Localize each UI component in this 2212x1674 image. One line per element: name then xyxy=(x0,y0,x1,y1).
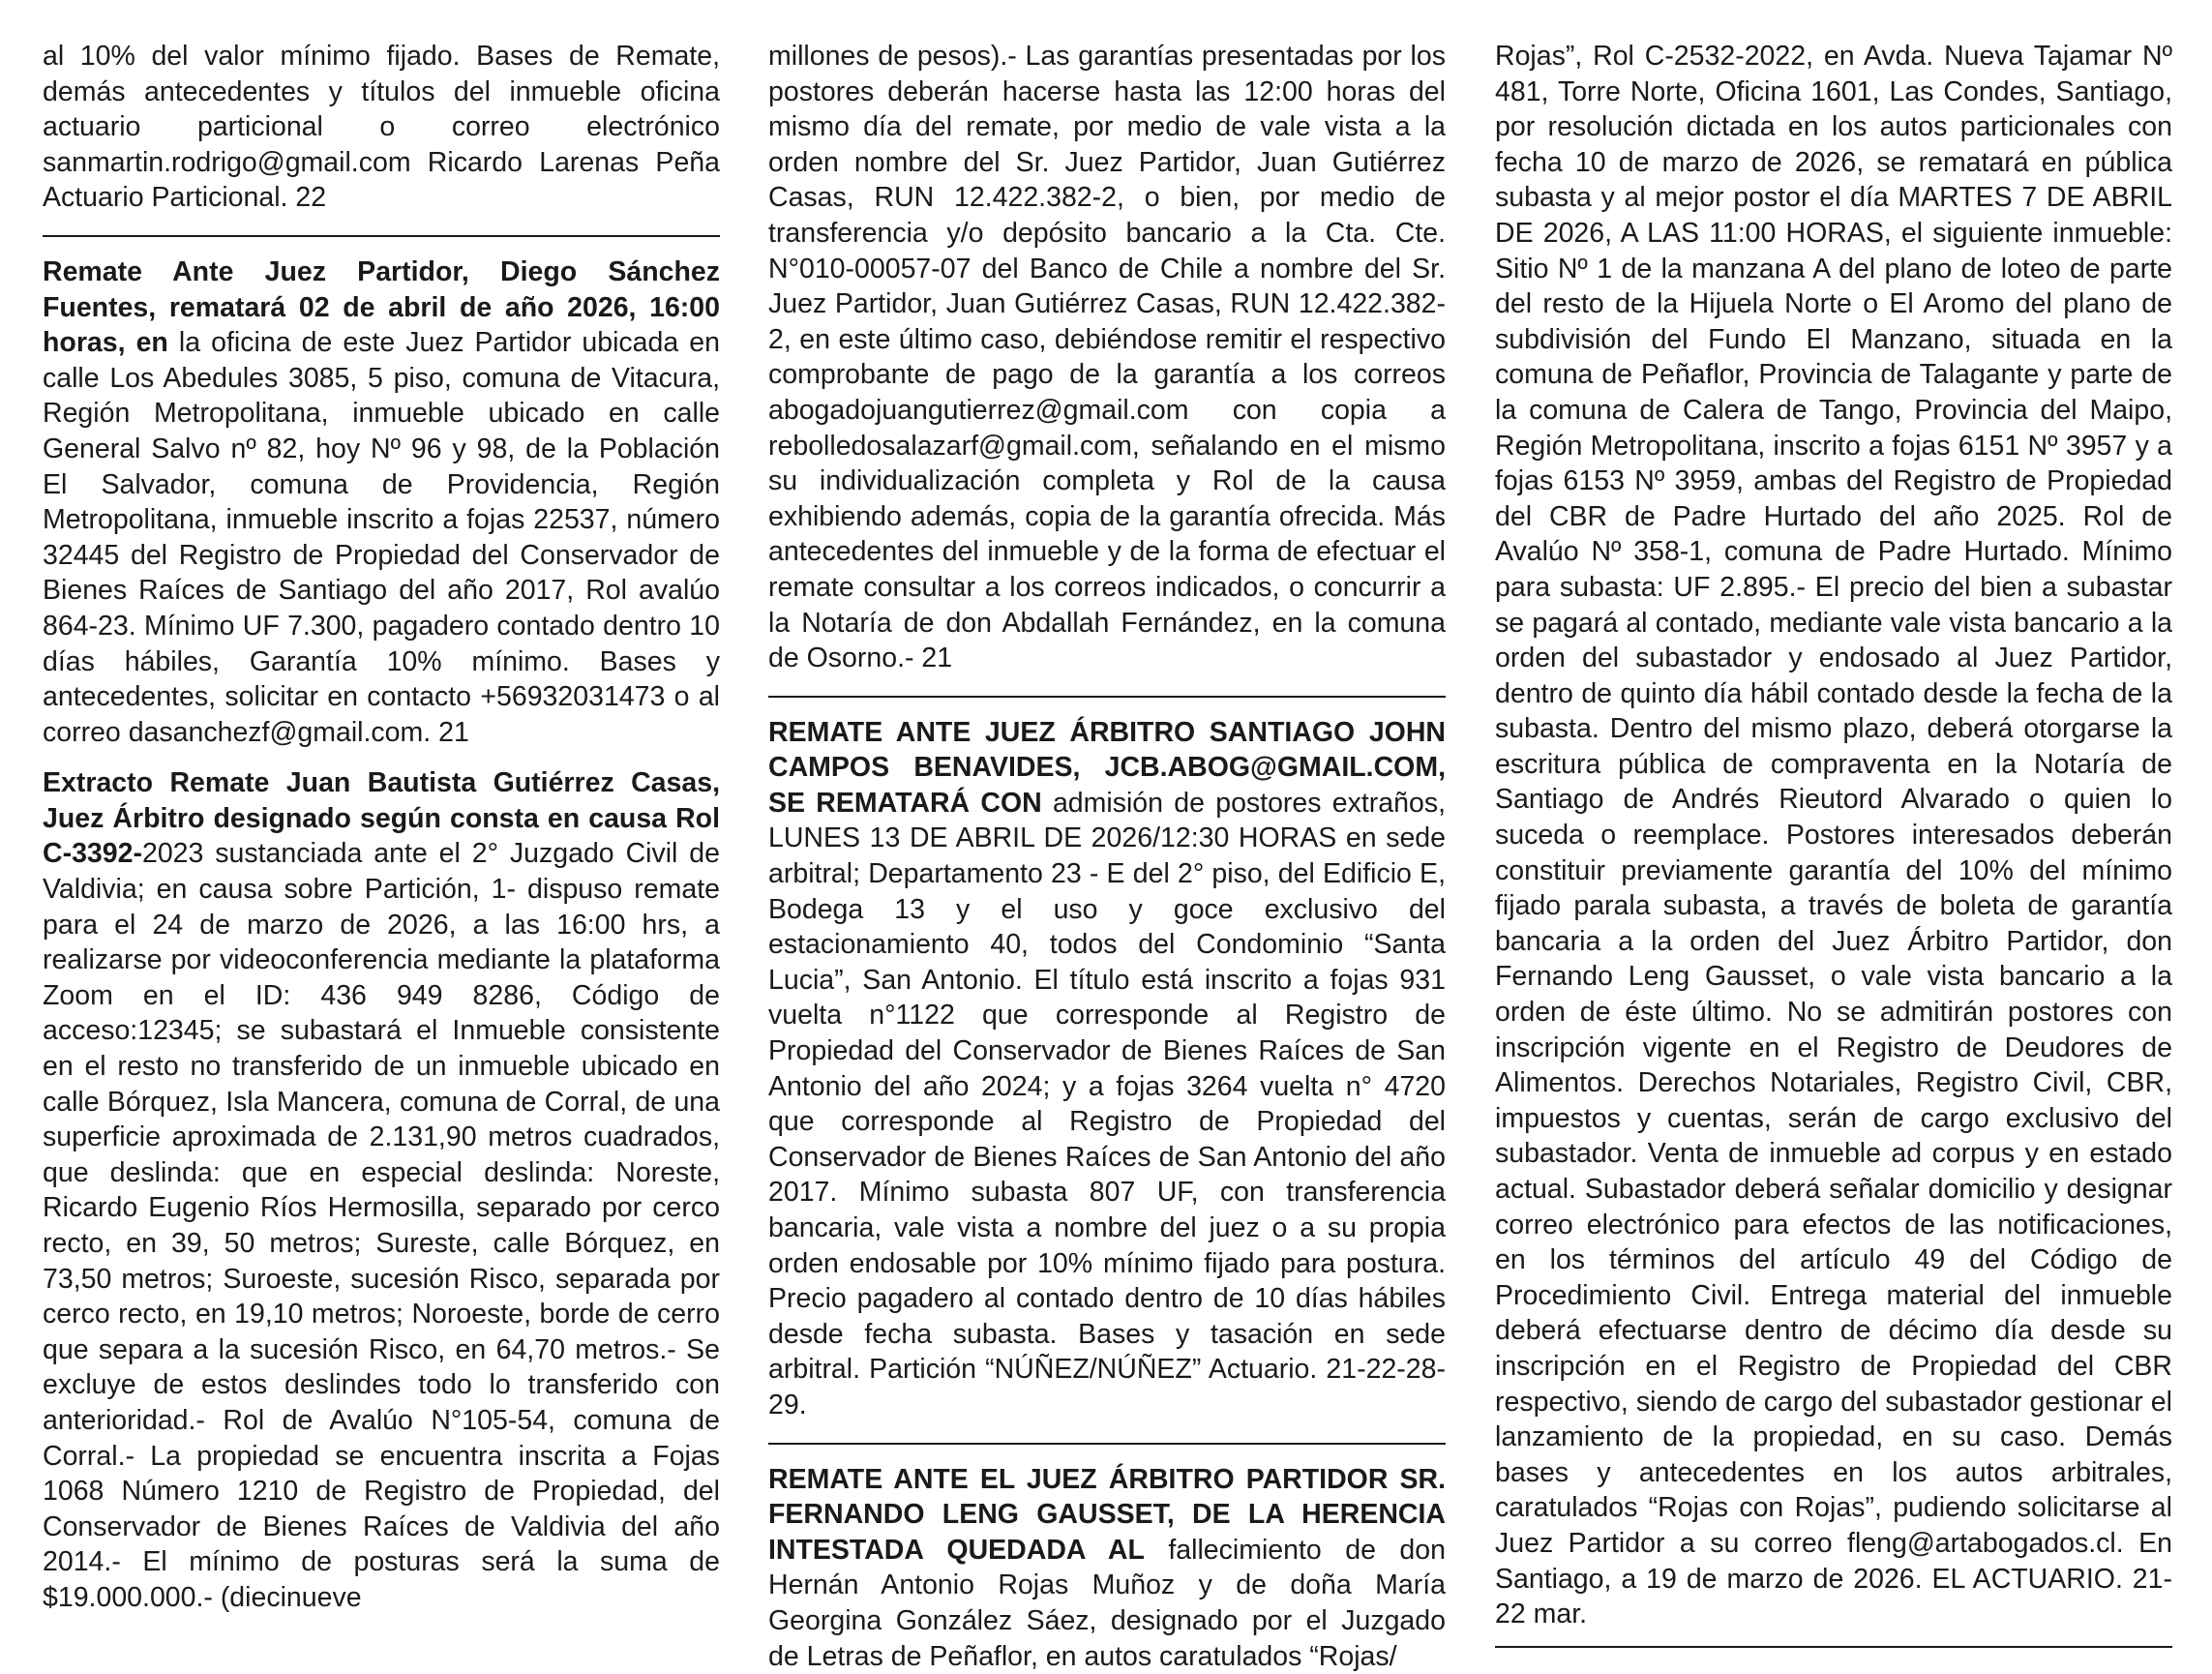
notice-body: Rojas”, Rol C-2532-2022, en Avda. Nueva Tajamar Nº 481, Torre Norte, Oficina 1601, Las Condes, Santiago, por resolución dictada en los autos particionales con fecha 10 de marzo de 2026, se rematará en pública subasta y al mejor postor el día MARTES 7 DE ABRIL DE 2026, A LAS 11:00 HORAS, el siguiente inmueble: Sitio Nº 1 de la manzana A del plano de loteo de parte del resto de la Hijuela Norte o El Aromo del plano de subdivisión del Fundo El Manzano, situada en la comuna de Peñaflor, Provincia de Talagante y parte de la comuna de Calera de Tango, Provincia del Maipo, Región Metropolitana, inscrito a fojas 6151 Nº 3957 y a fojas 6153 Nº 3959, ambas del Registro de Propiedad del CBR de Padre Hurtado del año 2025. Rol de Avalúo Nº 358-1, comuna de Padre Hurtado. Mínimo para subasta: UF 2.895.- El precio del bien a subastar se pagará al contado, mediante vale vista bancario a la orden del subastador y endosado al Juez Partidor, dentro de quinto día hábil contado desde la fecha de la subasta. Dentro del mismo plazo, deberá otorgarse la escritura pública de compraventa en la Notaría de Santiago de Andrés Rieutord Alvarado o quien lo suceda o reemplace. Postores interesados deberán constituir previamente garantía del 10% del mínimo fijado parala subasta, a través de boleta de garantía bancaria a la orden del Juez Árbitro Partidor, don Fernando Leng Gausset, o vale vista bancario a la orden de éste último. No se admitirán postores con inscripción vigente en el Registro de Deudores de Alimentos. Derechos Notariales, Registro Civil, CBR, impuestos y cuentas, serán de cargo exclusivo del subastador. Venta de inmueble ad corpus y en estado actual. Subastador deberá señalar domicilio y designar correo electrónico para efectos de las notificaciones, en los términos del artículo 49 del Código de Procedimiento Civil. Entrega material del inmueble deberá efectuarse dentro de décimo día desde su inscripción en el Registro de Propiedad del CBR respectivo, siendo de cargo del subastador gestionar el lanzamiento de la propiedad, en su caso. Demás bases y antecedentes en los autos arbitrales, caratulados “Rojas con Rojas”, pudiendo solicitarse al Juez Partidor a su correo fleng@artabogados.cl. En Santiago, a 19 de marzo de 2026. EL ACTUARIO. 21-22 mar. xyxy=(1495,41,2172,1630)
notice-heading: Extracto Remate Juan Bautista Gutiérrez Casas, Juez Árbitro designado según consta en causa Rol C-3392- xyxy=(43,767,720,870)
notice-body: fallecimiento de don Hernán Antonio Rojas Muñoz y de doña María Georgina González Sáez, designado por el Juzgado de Letras de Peñaflor, en autos caratulados “Rojas/ xyxy=(768,1534,1446,1672)
notice-body: admisión de postores extraños, LUNES 13 DE ABRIL DE 2026/12:30 HORAS en sede arbitral; Departamento 23 - E del 2° piso, del Edificio E, Bodega 13 y el uso y goce exclusivo del estacionamiento 40, todos del Condominio “Santa Lucia”, San Antonio. El título está inscrito a fojas 931 vuelta n°1122 que corresponde al Registro de Propiedad del Conservador de Bienes Raíces de San Antonio del año 2024; y a fojas 3264 vuelta n° 4720 que corresponde al Registro de Propiedad del Conservador de Bienes Raíces de San Antonio del año 2017. Mínimo subasta 807 UF, con transferencia bancaria, vale vista a nombre del juez o a su propia orden endosable por 10% mínimo fijado para postura. Precio pagadero al contado dentro de 10 días hábiles desde fecha subasta. Bases y tasación en sede arbitral. Partición “NÚÑEZ/NÚÑEZ” Actuario. 21-22-28-29. xyxy=(768,787,1447,1420)
notice-remate-campos xyxy=(768,715,1446,1423)
notice-remate-gutierrez xyxy=(43,765,720,1615)
notice-body: la oficina de este Juez Partidor ubicada en calle Los Abedules 3085, 5 piso, comuna de Vitacura, Región Metropolitana, inmueble ubicado en calle General Salvo nº 82, hoy Nº 96 y 98, de la Población El Salvador, comuna de Providencia, Región Metropolitana, inmueble inscrito a fojas 22537, número 32445 del Registro de Propiedad del Conservador de Bienes Raíces de Santiago del año 2017, Rol avalúo 864-23. Mínimo UF 7.300, pagadero contado dentro 10 días hábiles, Garantía 10% mínimo. Bases y antecedentes, solicitar en contacto +56932031473 o al correo dasanchezf@gmail.com. 21 xyxy=(43,327,720,748)
notice-divider xyxy=(1495,1646,2172,1648)
column-2 xyxy=(768,39,1446,1674)
notice-text xyxy=(768,715,1446,1423)
notice-heading: REMATE ANTE EL JUEZ ÁRBITRO PARTIDOR SR. FERNANDO LENG GAUSSET, DE LA HERENCIA INTESTADA QUEDADA AL xyxy=(768,1463,1446,1566)
column-3 xyxy=(1495,39,2172,1665)
notice-remate-leng xyxy=(768,1462,1446,1674)
notice-continuation xyxy=(768,39,1446,676)
notice-body: 2023 sustanciada ante el 2° Juzgado Civil de Valdivia; en causa sobre Partición, 1- dispuso remate para el 24 de marzo de 2026, a las 16:00 hrs, a realizarse por videoconferencia mediante la plataforma Zoom en el ID: 436 949 8286, Código de acceso:12345; se subastará el Inmueble consistente en el resto no transferido de un inmueble ubicado en calle Bórquez, Isla Mancera, comuna de Corral, de una superficie aproximada de 2.131,90 metros cuadrados, que deslinda: que en especial deslinda: Noreste, Ricardo Eugenio Ríos Hermosilla, separado por cerco recto, en 39, 50 metros; Sureste, calle Bórquez, en 73,50 metros; Suroeste, sucesión Risco, separada por cerco recto, en 19,10 metros; Noroeste, borde de cerro que separa a la sucesión Risco, en 64,70 metros.- Se excluye de estos deslindes todo lo transferido con anterioridad.- Rol de Avalúo N°105-54, comuna de Corral.- La propiedad se encuentra inscrita a Fojas 1068 Número 1210 de Registro de Propiedad, del Conservador de Bienes Raíces de Valdivia del año 2014.- El mínimo de posturas será la suma de $19.000.000.- (diecinueve xyxy=(43,838,720,1613)
notice-divider xyxy=(768,1443,1446,1445)
notice-remate-sanchez xyxy=(43,254,720,750)
notice-body: millones de pesos).- Las garantías presentadas por los postores deberán hacerse hasta las 12:00 horas del mismo día del remate, por medio de vale vista a la orden nombre del Sr. Juez Partidor, Juan Gutiérrez Casas, RUN 12.422.382-2, o bien, por medio de transferencia y/o depósito bancario a la Cta. Cte. N°010-00057-07 del Banco de Chile a nombre del Sr. Juez Partidor, Juan Gutiérrez Casas, RUN 12.422.382-2, en este último caso, debiéndose remitir el respectivo comprobante de pago de la garantía a los correos abogadojuangutierrez@gmail.com con copia a rebolledosalazarf@gmail.com, señalando en el mismo su individualización completa y Rol de la causa exhibiendo además, copia de la garantía ofrecida. Más antecedentes del inmueble y de la forma de efectuar el remate consultar a los correos indicados, o concurrir a la Notaría de don Abdallah Fernández, en la comuna de Osorno.- 21 xyxy=(768,41,1446,674)
notice-text xyxy=(43,765,720,1615)
column-1 xyxy=(43,39,720,1616)
notice-heading: REMATE ANTE JUEZ ÁRBITRO SANTIAGO JOHN CAMPOS BENAVIDES, JCB.ABOG@GMAIL.COM, SE REMATARÁ CON xyxy=(768,716,1446,819)
notice-divider xyxy=(768,696,1446,698)
notice-text xyxy=(768,1462,1446,1674)
notice-continuation xyxy=(43,39,720,216)
notice-text xyxy=(43,254,720,750)
notice-text xyxy=(43,39,720,216)
notice-heading: Remate Ante Juez Partidor, Diego Sánchez Fuentes, rematará 02 de abril de año 2026, 16:00 horas, en xyxy=(43,255,720,359)
notice-body: al 10% del valor mínimo fijado. Bases de Remate, demás antecedentes y títulos del inmueble oficina actuario particional o correo electrónico sanmartin.rodrigo@gmail.com Ricardo Larenas Peña Actuario Particional. 22 xyxy=(43,41,720,214)
notice-text xyxy=(768,39,1446,676)
notice-divider xyxy=(43,235,720,237)
notice-text xyxy=(1495,39,2172,1632)
notice-continuation xyxy=(1495,39,2172,1632)
